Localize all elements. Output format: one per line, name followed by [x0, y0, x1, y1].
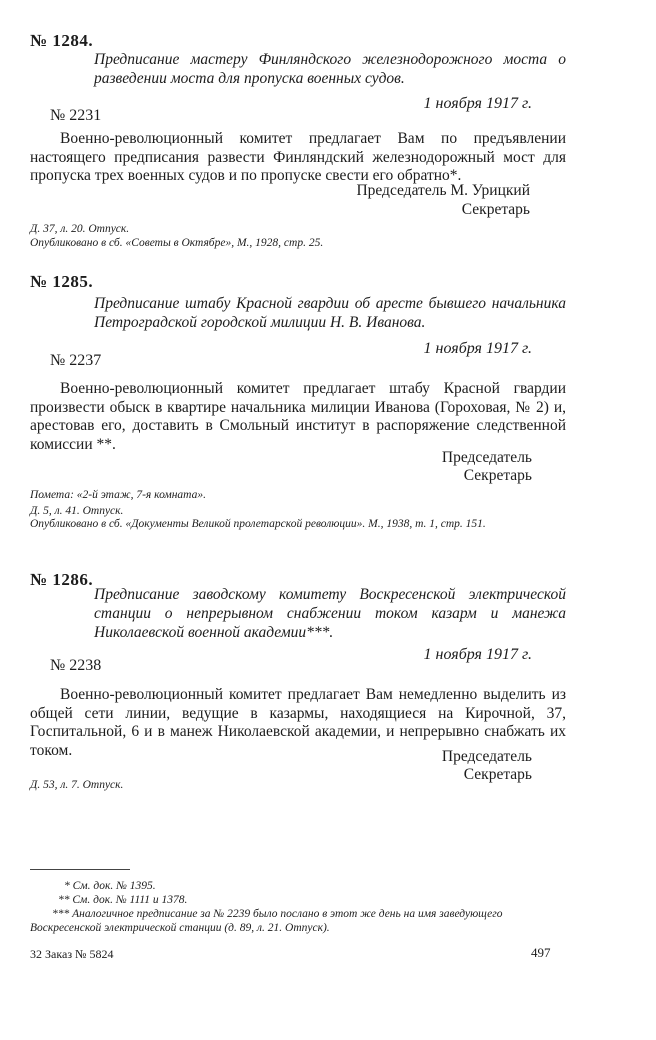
doc-1286-date: 1 ноября 1917 г.	[423, 646, 532, 663]
doc-1284-text: Военно-революционный комитет предлагает Вам по предъявлении настоящего предписания развести Финляндский железнодорожный мост для пропуска трех военных судов и по пропуске свести его обратно*.	[30, 130, 566, 184]
doc-1285-title: Предписание штабу Красной гвардии об аресте бывшего начальника Петроградской городской милиции Н. В. Иванова.	[94, 295, 566, 331]
doc-1284-publication-note: Опубликовано в сб. «Советы в Октябре», М., 1928, стр. 25.	[30, 237, 324, 249]
doc-1285-text: Военно-революционный комитет предлагает штабу Красной гвардии произвести обыск в квартире начальника милиции Иванова (Гороховая, № 2) и, арестовав его, доставить в Смольный институт в распоряжение следственной комиссии **.	[30, 380, 566, 453]
doc-1284-reg-number: № 2231	[50, 107, 102, 124]
doc-1284-title: Предписание мастеру Финляндского железнодорожного моста о разведении моста для пропуска военных судов.	[94, 51, 566, 87]
doc-1286-archive-note: Д. 53, л. 7. Отпуск.	[30, 779, 124, 791]
footnote-3: *** Аналогичное предписание за № 2239 было послано в этот же день на имя заведующего Воскресенской электрической станции (д. 89, л. 21. Отпуск).	[30, 908, 503, 934]
doc-1284-archive-note: Д. 37, л. 20. Отпуск.	[30, 223, 130, 235]
doc-1286-title: Предписание заводскому комитету Воскресенской электрической станции о непрерывном снабжении током казарм и манежа Николаевской военной академии***.	[94, 586, 566, 641]
doc-1285-mark-note: Помета: «2-й этаж, 7-я комната».	[30, 489, 206, 501]
doc-1286-number: № 1286.	[30, 570, 94, 589]
printer-signature-mark: 32 Заказ № 5824	[30, 947, 114, 961]
doc-1284-signature-chair: Председатель М. Урицкий	[356, 182, 530, 199]
doc-1286-signature-secretary: Секретарь	[463, 766, 532, 783]
doc-1284-signature-secretary: Секретарь	[461, 201, 530, 218]
doc-1284-date: 1 ноября 1917 г.	[423, 95, 532, 112]
doc-1284-number: № 1284.	[30, 31, 94, 50]
footnote-2: ** См. док. № 1111 и 1378.	[58, 894, 188, 906]
footnote-divider	[30, 869, 130, 870]
doc-1286-reg-number: № 2238	[50, 657, 102, 674]
doc-1285-number: № 1285.	[30, 272, 94, 291]
doc-1285-reg-number: № 2237	[50, 352, 102, 369]
doc-1286-text: Военно-революционный комитет предлагает Вам немедленно выделить из общей сети линии, ведущие в казармы, находящиеся на Кирочной, 37, Госпитальной, 6 и в манеж Николаевской академии, и непрерывно снабжать их током.	[30, 686, 566, 759]
page-number: 497	[531, 945, 551, 960]
footnote-1: * См. док. № 1395.	[64, 880, 156, 892]
doc-1285-signature-secretary: Секретарь	[463, 467, 532, 484]
doc-1285-date: 1 ноября 1917 г.	[423, 340, 532, 357]
doc-1285-archive-note: Д. 5, л. 41. Отпуск.	[30, 505, 124, 517]
doc-1285-publication-note: Опубликовано в сб. «Документы Великой пролетарской революции». М., 1938, т. 1, стр. 151.	[30, 518, 486, 530]
doc-1286-signature-chair: Председатель	[441, 748, 532, 765]
doc-1285-signature-chair: Председатель	[441, 449, 532, 466]
